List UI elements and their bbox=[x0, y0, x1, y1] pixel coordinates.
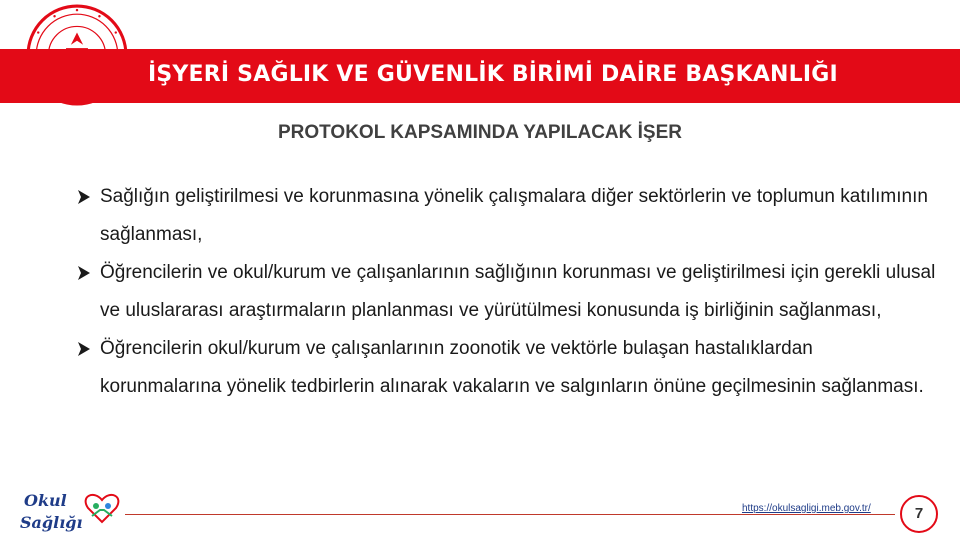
bullet-item bbox=[76, 254, 936, 330]
arrow-bullet-icon bbox=[76, 265, 92, 281]
page-number: 7 bbox=[900, 495, 938, 533]
footer-url-link[interactable]: https://okulsagligi.meb.gov.tr/ bbox=[742, 503, 871, 514]
arrow-bullet-icon bbox=[76, 341, 92, 357]
bullet-text: Sağlığın geliştirilmesi ve korunmasına yönelik çalışmalara diğer sektörlerin ve toplumun katılımının sağlanması, bbox=[100, 186, 928, 245]
okul-sagligi-logo bbox=[18, 486, 128, 534]
arrow-bullet-icon bbox=[76, 189, 92, 205]
footer-divider bbox=[125, 514, 895, 515]
bullet-text: Öğrencilerin ve okul/kurum ve çalışanlarının sağlığının korunması ve geliştirilmesi için gerekli ulusal ve uluslararası araştırmaların planlanması ve yürütülmesi konusunda iş birliğinin sağlanması, bbox=[100, 262, 936, 321]
bullet-text: Öğrencilerin okul/kurum ve çalışanlarının zoonotik ve vektörle bulaşan hastalıklardan korunmalarına yönelik tedbirlerin alınarak vakaların ve salgınların önüne geçilmesinin sağlanması. bbox=[100, 338, 924, 397]
bullet-item bbox=[76, 330, 936, 406]
slide-subtitle: PROTOKOL KAPSAMINDA YAPILACAK İŞER bbox=[278, 122, 682, 143]
svg-text:Okul: Okul bbox=[24, 491, 67, 510]
bullet-item bbox=[76, 178, 936, 254]
header-title: İŞYERİ SAĞLIK VE GÜVENLİK BİRİMİ DAİRE BAŞKANLIĞI bbox=[148, 62, 838, 87]
svg-text:Sağlığı: Sağlığı bbox=[20, 513, 83, 532]
bullet-list bbox=[76, 178, 936, 406]
